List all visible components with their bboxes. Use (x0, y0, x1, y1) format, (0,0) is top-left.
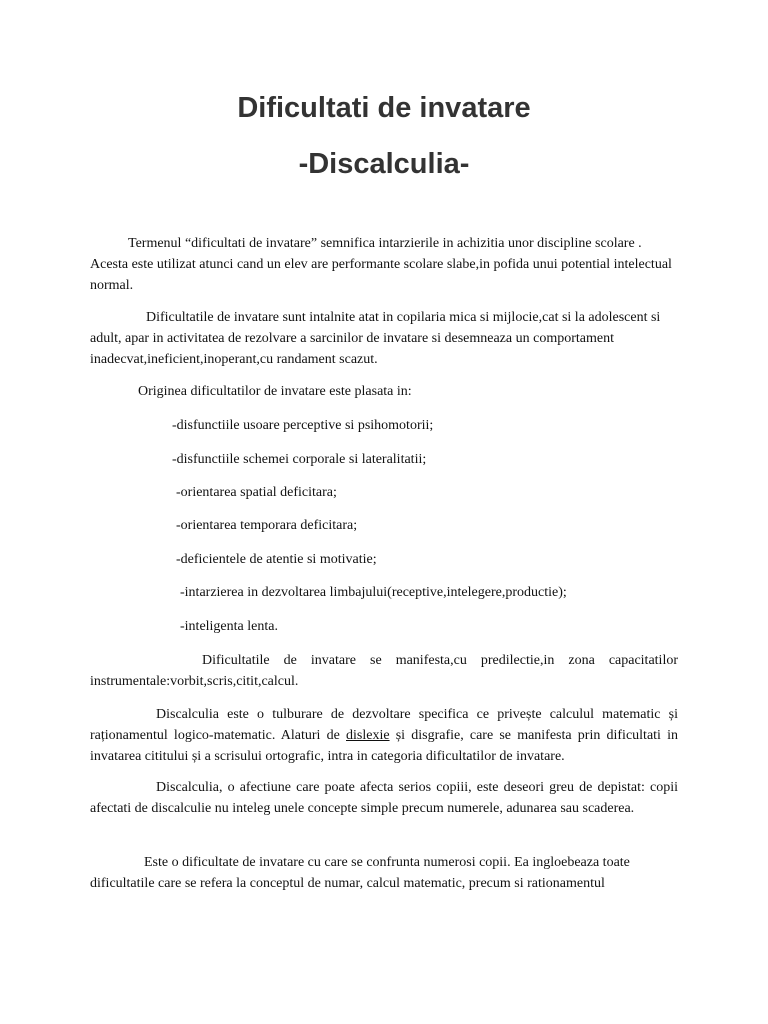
list-item: -disfunctiile schemei corporale si lateralitatii; (172, 452, 427, 467)
paragraph-4: Dificultatile de invatare se manifesta,cu predilectie,in zona capacitatilor instrumentale:vorbit,scris,citit,calcul. (90, 653, 678, 689)
list-item: -intarzierea in dezvoltarea limbajului(receptive,intelegere,productie); (180, 585, 567, 600)
list-item: -orientarea spatial deficitara; (176, 485, 337, 500)
list-item: -disfunctiile usoare perceptive si psihomotorii; (172, 418, 434, 433)
paragraph-1: Termenul “dificultati de invatare” semnifica intarzierile in achizitia unor discipline scolare . Acesta este utilizat atunci cand un elev are performante scolare slabe,in pofida unui potential intelectual normal. (90, 236, 672, 293)
document-title: Dificultati de invatare (237, 92, 531, 124)
list-item: -inteligenta lenta. (180, 619, 278, 634)
paragraph-6: Discalculia, o afectiune care poate afecta serios copiii, este deseori greu de depistat: copii afectati de discalculie nu inteleg unele concepte simple precum numerele, adunarea sau scaderea. (90, 780, 678, 816)
list-item: -deficientele de atentie si motivatie; (176, 552, 377, 567)
paragraph-2: Dificultatile de invatare sunt intalnite atat in copilaria mica si mijlocie,cat si la adolescent si adult, apar in activitatea de rezolvare a sarcinilor de invatare si desemneaza un comportament inadecvat,ineficient,inoperant,cu randament scazut. (90, 310, 661, 367)
dislexie-link[interactable]: dislexie (346, 728, 390, 743)
list-item: -orientarea temporara deficitara; (176, 518, 358, 533)
document-subtitle: -Discalculia- (298, 148, 470, 180)
paragraph-3: Originea dificultatilor de invatare este plasata in: (138, 384, 412, 399)
paragraph-7: Este o dificultate de invatare cu care se confrunta numerosi copii. Ea ingloebeaza toate dificultatile care se refera la conceptul de numar, calcul matematic, precum si rationamentul (90, 855, 630, 891)
paragraph-5: Discalculia este o tulburare de dezvoltare specifica ce privește calculul matematic și raționamentul logico-matematic. Alaturi de dislexie și disgrafie, care se manifesta prin dificultati in invatarea cititului și a scrisului ortografic, intra in categoria dificultatilor de invatare. (90, 707, 678, 764)
